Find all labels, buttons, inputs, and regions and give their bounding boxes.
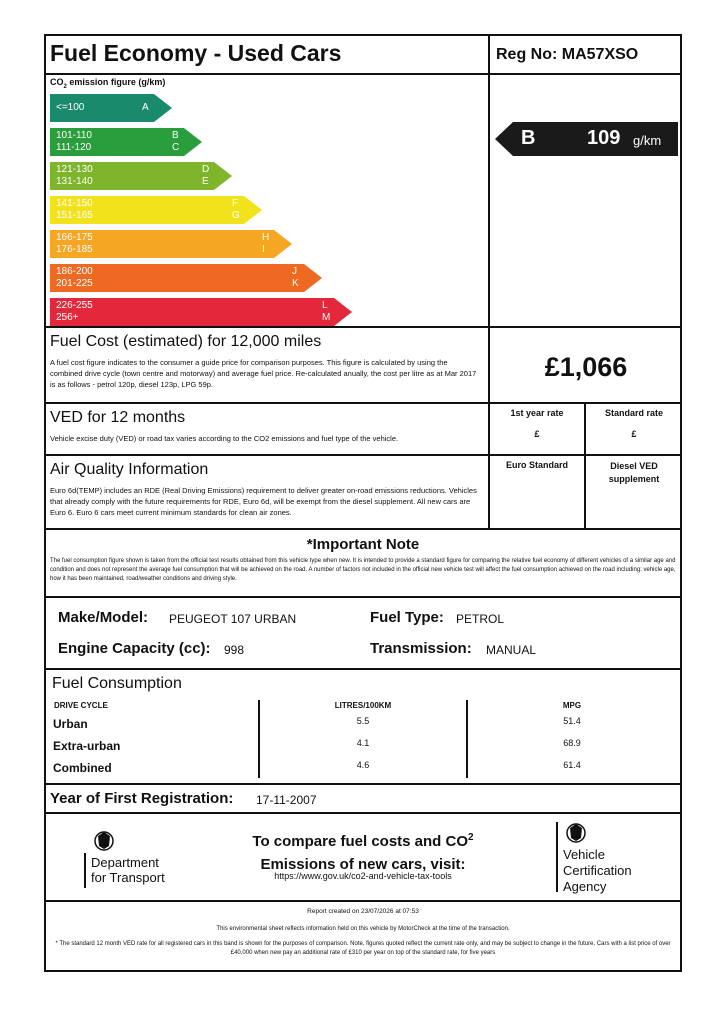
disclaimer: * The standard 12 month VED rate for all registered cars in this band is shown for the purposes of comparison. Note, figures quoted reflect the current rate only, and may be subject to change in the future. Cars with a list price of over £40,000 when new pay an additional rate of £310 per year on top of the standard rate, for five years [55,941,671,956]
emission-band [50,196,262,224]
compare-url[interactable]: https://www.gov.uk/co2-and-vehicle-tax-tools [274,871,452,881]
band-letter-2: M [322,312,331,323]
band-letter [142,102,149,114]
column-divider [488,34,490,528]
registration-number: Reg No: MA57XSO [496,46,639,63]
divider [44,528,682,530]
band-letter-2: G [232,210,240,221]
emission-band [50,230,292,258]
vca-name-line2: Certification [563,863,632,878]
rating-value: 109 [587,127,621,149]
band-range [56,130,92,154]
band-letter-1: B [172,130,179,141]
band-letter [322,300,330,324]
band-range [56,266,93,290]
vca-name-line1: Vehicle [563,847,605,862]
band-letter-2: E [202,176,209,187]
row-mpg: 51.4 [563,716,581,726]
band-range-1: 101-110 [56,130,92,141]
divider [44,812,682,814]
divider [44,783,682,785]
band-letter-1: F [232,198,239,209]
row-cycle: Urban [53,717,88,731]
band-letter-2: I [262,244,265,255]
engine-capacity-value: 998 [224,643,245,657]
band-range [56,300,93,324]
divider [44,454,682,456]
band-range-1: 226-255 [56,300,93,311]
crest-icon [92,830,116,852]
divider [44,402,682,404]
band-range-1: 166-175 [56,232,93,243]
transmission-value: MANUAL [486,643,537,657]
page-title: Fuel Economy - Used Cars [50,40,342,66]
dft-logo [84,830,184,890]
standard-rate-label: Standard rate [604,408,664,418]
engine-capacity-label: Engine Capacity (cc): [58,640,211,657]
band-letter-1: L [322,300,328,311]
band-letter-1: A [142,102,149,113]
ved-text: Vehicle excise duty (VED) or road tax varies according to the CO2 emissions and fuel type of the vehicle. [50,434,399,443]
band-range-1: 186-200 [56,266,93,277]
transmission-label: Transmission: [370,640,472,657]
row-litres: 5.5 [356,716,370,726]
report-date: Report created on 23/07/2026 at 07:53 [307,908,419,915]
row-cycle: Extra-urban [53,739,121,753]
divider [44,596,682,598]
dft-name-line2: for Transport [91,870,165,885]
fuel-cost-heading: Fuel Cost (estimated) for 12,000 miles [50,333,322,350]
co2-label: $CO_2$ emission figure (g/km) [50,77,166,90]
vca-logo [556,822,666,896]
band-arrow-polygon [50,298,352,326]
column-header-cycle: DRIVE CYCLE [54,701,108,710]
air-quality-text: Euro 6d(TEMP) includes an RDE (Real Driving Emissions) requirement to deliver greater on-road emissions reductions. Vehicles that already comply with the future requirements for RDE, Euro 6d, will be exempt from the diesel supplement. All new cars are Euro 6. Euro 6 cars meet current minimum standards for clean air zones. [50,486,477,517]
band-range [56,164,93,188]
band-range-2: 256+ [56,312,79,323]
divider [44,668,682,670]
band-range-1: 141-150 [56,198,93,209]
fuel-cost-text: A fuel cost figure indicates to the consumer a guide price for comparison purposes. This figure is calculated by using the combined drive cycle (town centre and motorway) and average fuel price. Re-calculated anually, the cost per litre as at Mar 2017 is as follows - petrol 120p, diesel 123p, LPG 59p. [50,358,477,389]
fuel-cost-value: £1,066 [544,352,628,382]
band-letter-1: J [292,266,297,277]
fuel-type-label: Fuel Type: [370,609,444,626]
diesel-supplement-label: Diesel VED supplement [608,461,660,484]
band-range [56,232,93,256]
sheet-note: This environmental sheet reflects information held on this vehicle by MotorCheck at the time of the transaction. [216,926,510,932]
first-year-rate-label: 1st year rate [510,408,564,418]
band-letter [172,130,179,154]
band-range-2: 176-185 [56,244,93,255]
band-letter-1: H [262,232,270,243]
rating-letter: B [521,127,536,149]
row-mpg: 68.9 [563,738,581,748]
first-year-rate-value: £ [534,429,540,439]
band-letter [262,232,269,256]
band-range [56,102,84,114]
compare-text: To compare fuel costs and $CO^2$ Emissions of new cars, visit: [252,832,474,873]
band-letter [232,198,240,222]
ved-heading: VED for 12 months [50,409,186,426]
fuel-consumption-heading: Fuel Consumption [52,675,182,692]
dft-name-line1: Department [91,855,159,870]
band-range-1: 121-130 [56,164,93,175]
row-litres: 4.1 [356,738,370,748]
first-registration-value: 17-11-2007 [256,793,317,807]
band-range [56,198,93,222]
band-range-1: <=100 [56,102,85,113]
band-letter-1: D [202,164,210,175]
make-model-label: Make/Model: [58,609,149,626]
important-note-text: The fuel consumption figure shown is taken from the official test results obtained from this vehicle type when new. It is intended to provide a standard figure for comparing the relative fuel economy of different vehicles of a similar age and condition and does not represent the average fuel consumption that will be achieved on the road. A number of factors not included in the official new vehicle test will affect the fuel consumption achieved on the road including: vehicle age, how it has been maintained, road/weather conditions and driving style. [50,558,676,582]
crest-icon [564,822,588,844]
emission-band [50,162,232,190]
divider [44,326,682,328]
divider [44,73,682,75]
band-letter-2: K [292,278,299,289]
band-range-2: 151-165 [56,210,93,221]
euro-standard-label: Euro Standard [505,460,568,470]
column-header-mpg: MPG [562,701,582,710]
make-model-value: PEUGEOT 107 URBAN [169,612,297,626]
emission-rating-arrow [495,122,678,156]
band-letter-2: C [172,142,180,153]
band-range-2: 201-225 [56,278,93,289]
emission-band [50,298,352,326]
band-range-2: 111-120 [56,142,92,153]
band-letter [292,266,299,290]
standard-rate-value: £ [631,429,637,439]
row-mpg: 61.4 [563,760,581,770]
rating-unit: g/km [633,133,662,148]
band-letter [202,164,209,188]
divider [44,900,682,902]
column-header-litres: LITRES/100KM [334,701,392,710]
air-quality-heading: Air Quality Information [50,461,209,478]
row-cycle: Combined [53,761,112,775]
row-litres: 4.6 [356,760,370,770]
band-arrow-shape [50,298,352,326]
emission-band [50,128,202,156]
important-note-heading: *Important Note [306,536,420,553]
vca-name-line3: Agency [563,879,607,894]
first-registration-label: Year of First Registration: [50,790,234,807]
band-range-2: 131-140 [56,176,93,187]
emission-band [50,264,322,292]
emission-band [50,94,172,122]
fuel-type-value: PETROL [456,612,505,626]
